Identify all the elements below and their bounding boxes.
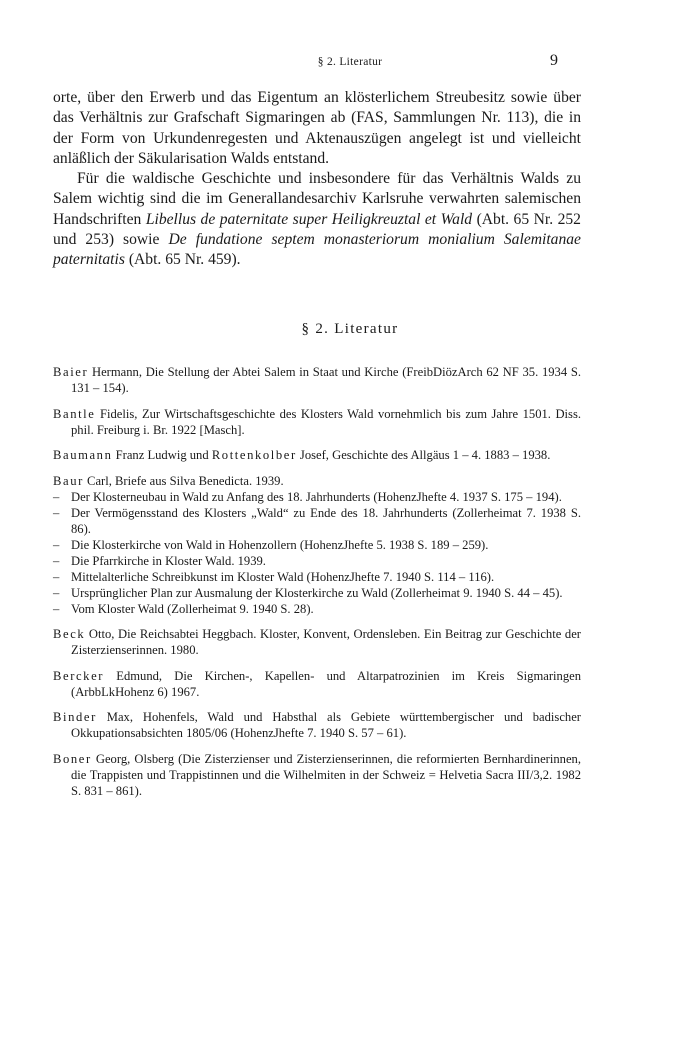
reference-text: Hermann, Die Stellung der Abtei Salem in Staat und Kirche (FreibDiözArch 62 NF 35. 1934 S. 131 – 154). [71, 365, 581, 395]
dash-marker: – [53, 569, 60, 584]
reference-author: Baumann [53, 448, 113, 462]
reference-author: Bercker [53, 668, 105, 683]
reference-entry [53, 751, 581, 799]
reference-entry [53, 668, 581, 700]
paragraph-text: (Abt. 65 Nr. 252 und 253) sowie [53, 210, 581, 249]
reference-author: Bantle [53, 406, 96, 421]
reference-author: Baier [53, 365, 89, 379]
reference-subentry [53, 601, 581, 617]
reference-text: Otto, Die Reichsabtei Heggbach. Kloster, Konvent, Ordensleben. Ein Beitrag zur Geschichte der Zisterzienserinnen. 1980. [71, 627, 581, 657]
reference-entry [53, 447, 581, 463]
reference-subentry-text: Der Klosterneubau in Wald zu Anfang des 18. Jahrhunderts (HohenzJhefte 4. 1937 S. 175 – 194). [71, 489, 562, 504]
reference-subentry-text: Der Vermögensstand des Klosters „Wald“ zu Ende des 18. Jahrhunderts (Zollerheimat 7. 1938 S. 86). [71, 505, 581, 536]
reference-text: Carl, Briefe aus Silva Benedicta. 1939. [83, 473, 284, 488]
reference-subentry [53, 537, 581, 553]
paragraph-manuscripts [53, 169, 581, 270]
reference-subentry-text: Mittelalterliche Schreibkunst im Kloster Wald (HohenzJhefte 7. 1940 S. 114 – 116). [71, 569, 495, 584]
reference-author: Rottenkolber [211, 448, 297, 462]
paragraph-text: Für die waldische Geschichte und insbesondere für das Verhältnis Walds zu Salem wichtig sind die im Generallandesarchiv Karlsruhe verwahrten salemischen Handschriften [53, 170, 581, 228]
reference-text: Franz Ludwig und [112, 448, 212, 462]
page-number: 9 [550, 52, 558, 69]
reference-subentry [53, 585, 581, 601]
reference-list [53, 364, 581, 808]
reference-entry [53, 406, 581, 438]
reference-text: Max, Hohenfels, Wald und Habsthal als Gebiete württembergischer und badischer Okkupationsabsichten 1805/06 (HohenzJhefte 7. 1940 S. 57 – 61). [71, 710, 581, 740]
manuscript-title: De fundatione septem monasteriorum monialium Salemitanae paternitatis [53, 231, 581, 269]
running-head: § 2. Literatur [317, 56, 383, 68]
reference-entry [53, 709, 581, 741]
section-heading: § 2. Literatur [301, 321, 399, 337]
reference-author: Binder [53, 710, 97, 724]
reference-entry [53, 626, 581, 658]
reference-author: Boner [53, 751, 92, 766]
reference-text: Georg, Olsberg (Die Zisterzienser und Zisterzienserinnen, die reformierten Bernhardinerinnen, die Trappisten und Trappistinnen und die Wilhelmiten in der Schweiz = Helvetia Sacra III/3,2. 1982 S. 831 – 861). [71, 751, 581, 798]
paragraph-text: (Abt. 65 Nr. 459). [124, 251, 241, 269]
reference-subentry-text: Vom Kloster Wald (Zollerheimat 9. 1940 S. 28). [71, 601, 314, 616]
reference-subentry [53, 569, 581, 585]
reference-author: Baur [53, 473, 84, 488]
reference-author: Beck [53, 627, 86, 641]
dash-marker: – [53, 553, 60, 568]
reference-entry [53, 364, 581, 396]
dash-marker: – [53, 601, 60, 616]
reference-sublist [53, 489, 581, 617]
reference-entry [53, 473, 581, 617]
reference-text: Josef, Geschichte des Allgäus 1 – 4. 1883 – 1938. [296, 448, 551, 462]
reference-subentry [53, 505, 581, 537]
reference-subentry-text: Die Klosterkirche von Wald in Hohenzollern (HohenzJhefte 5. 1938 S. 189 – 259). [71, 537, 489, 552]
body-text [53, 88, 581, 271]
dash-marker: – [53, 537, 60, 552]
paragraph-continuation: orte, über den Erwerb und das Eigentum an klösterlichem Streubesitz sowie über das Verhältnis zur Grafschaft Sigmaringen ab (FAS, Sammlungen Nr. 113), die in der Form von Urkundenregesten und Aktenauszügen angelegt ist und vielleicht anläßlich der Säkularisation Walds entstand. [53, 89, 581, 167]
dash-marker: – [53, 489, 60, 504]
dash-marker: – [53, 505, 60, 520]
reference-subentry-text: Die Pfarrkirche in Kloster Wald. 1939. [71, 553, 266, 568]
reference-text: Fidelis, Zur Wirtschaftsgeschichte des Klosters Wald vornehmlich bis zum Jahre 1501. Diss. phil. Freiburg i. Br. 1922 [Masch]. [71, 406, 581, 437]
reference-subentry [53, 553, 581, 569]
reference-text: Edmund, Die Kirchen-, Kapellen- und Altarpatrozinien im Kreis Sigmaringen (ArbbLkHohenz 6) 1967. [71, 668, 581, 699]
manuscript-title: Libellus de paternitate super Heiligkreuztal et Wald [145, 210, 473, 228]
dash-marker: – [53, 585, 60, 600]
reference-subentry [53, 489, 581, 505]
reference-subentry-text: Ursprünglicher Plan zur Ausmalung der Klosterkirche zu Wald (Zollerheimat 9. 1940 S. 44 – 45). [71, 585, 563, 600]
